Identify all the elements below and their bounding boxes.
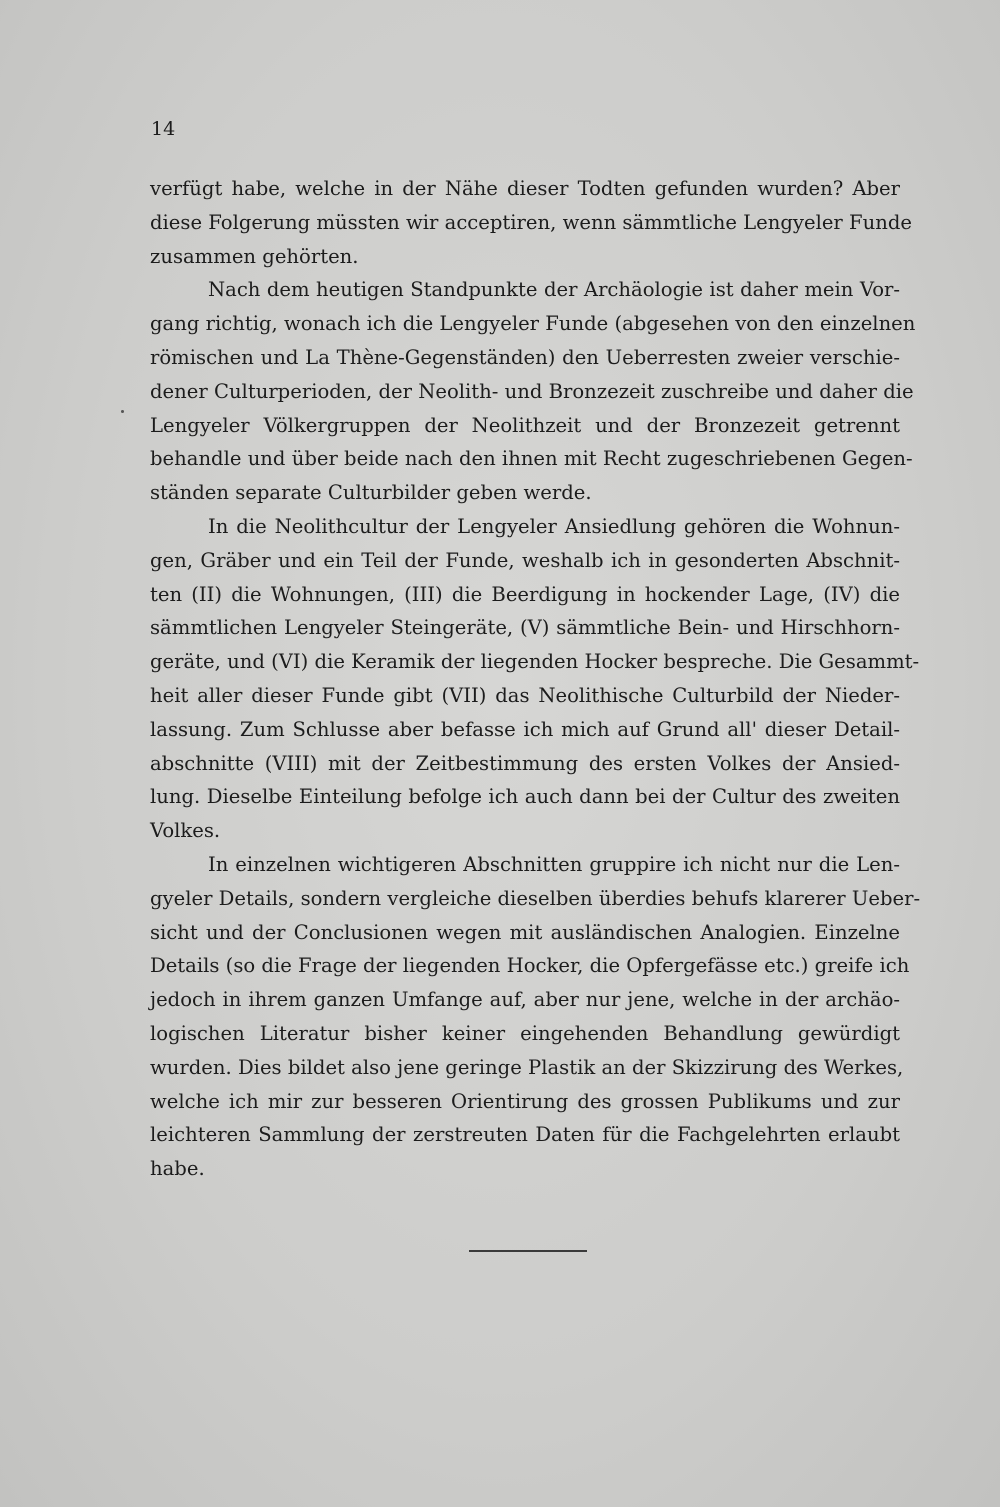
text-line: zusammen gehörten. <box>150 244 359 268</box>
text-line: Nach dem heutigen Standpunkte der Archäologie ist daher mein Vor- <box>208 278 900 302</box>
text-line: abschnitte (VIII) mit der Zeitbestimmung des ersten Volkes der Ansied- <box>150 751 900 775</box>
text-line: lassung. Zum Schlusse aber befasse ich mich auf Grund all' dieser Detail- <box>150 717 900 741</box>
text-line: sämmtlichen Lengyeler Steingeräte, (V) sämmtliche Bein- und Hirschhorn- <box>150 616 900 640</box>
page-number: 14 <box>151 118 176 140</box>
text-line: dener Culturperioden, der Neolith- und Bronzezeit zuschreibe und daher die <box>150 379 914 403</box>
text-line: sicht und der Conclusionen wegen mit ausländischen Analogien. Einzelne <box>150 920 900 944</box>
text-line: geräte, und (VI) die Keramik der liegenden Hocker bespreche. Die Gesammt- <box>150 650 920 674</box>
paragraph <box>150 510 920 848</box>
text-line: Volkes. <box>150 819 221 843</box>
text-line: lung. Dieselbe Einteilung befolge ich auch dann bei der Cultur des zweiten <box>150 785 900 809</box>
text-line: habe. <box>150 1157 205 1181</box>
text-line: Lengyeler Völkergruppen der Neolithzeit und der Bronzezeit getrennt <box>150 413 900 437</box>
paragraph <box>150 273 916 510</box>
print-speck <box>121 410 124 413</box>
text-line: gyeler Details, sondern vergleiche dieselben überdies behufs klarerer Ueber- <box>150 886 921 910</box>
text-line: jedoch in ihrem ganzen Umfange auf, aber nur jene, welche in der archäo- <box>150 988 900 1012</box>
text-line: behandle und über beide nach den ihnen mit Recht zugeschriebenen Gegen- <box>150 447 913 471</box>
text-line: Details (so die Frage der liegenden Hocker, die Opfergefässe etc.) greife ich <box>150 954 910 978</box>
text-line: gang richtig, wonach ich die Lengyeler Funde (abgesehen von den einzelnen <box>150 312 916 336</box>
text-line: In die Neolithcultur der Lengyeler Ansiedlung gehören die Wohnun- <box>208 514 900 538</box>
text-line: gen, Gräber und ein Teil der Funde, weshalb ich in gesonderten Abschnit- <box>150 548 900 572</box>
text-line: leichteren Sammlung der zerstreuten Daten für die Fachgelehrten erlaubt <box>150 1123 900 1147</box>
text-line: wurden. Dies bildet also jene geringe Plastik an der Skizzirung des Werkes, <box>150 1055 904 1079</box>
body-text <box>150 172 921 1186</box>
text-line: römischen und La Thène-Gegenständen) den Ueberresten zweier verschie- <box>150 345 900 369</box>
text-line: welche ich mir zur besseren Orientirung des grossen Publikums und zur <box>150 1089 900 1113</box>
text-line: verfügt habe, welche in der Nähe dieser Todten gefunden wurden? Aber <box>150 177 900 200</box>
section-end-rule <box>469 1250 587 1252</box>
text-line: In einzelnen wichtigeren Abschnitten gruppire ich nicht nur die Len- <box>208 852 900 876</box>
text-line: ten (II) die Wohnungen, (III) die Beerdigung in hockender Lage, (IV) die <box>150 582 900 606</box>
text-line: diese Folgerung müssten wir acceptiren, wenn sämmtliche Lengyeler Funde <box>150 210 913 234</box>
paragraph <box>150 848 921 1186</box>
text-line: heit aller dieser Funde gibt (VII) das Neolithische Culturbild der Nieder- <box>150 683 900 707</box>
text-line: ständen separate Culturbilder geben werde. <box>150 481 592 505</box>
paragraph <box>150 172 913 273</box>
text-line: logischen Literatur bisher keiner eingehenden Behandlung gewürdigt <box>150 1021 900 1045</box>
